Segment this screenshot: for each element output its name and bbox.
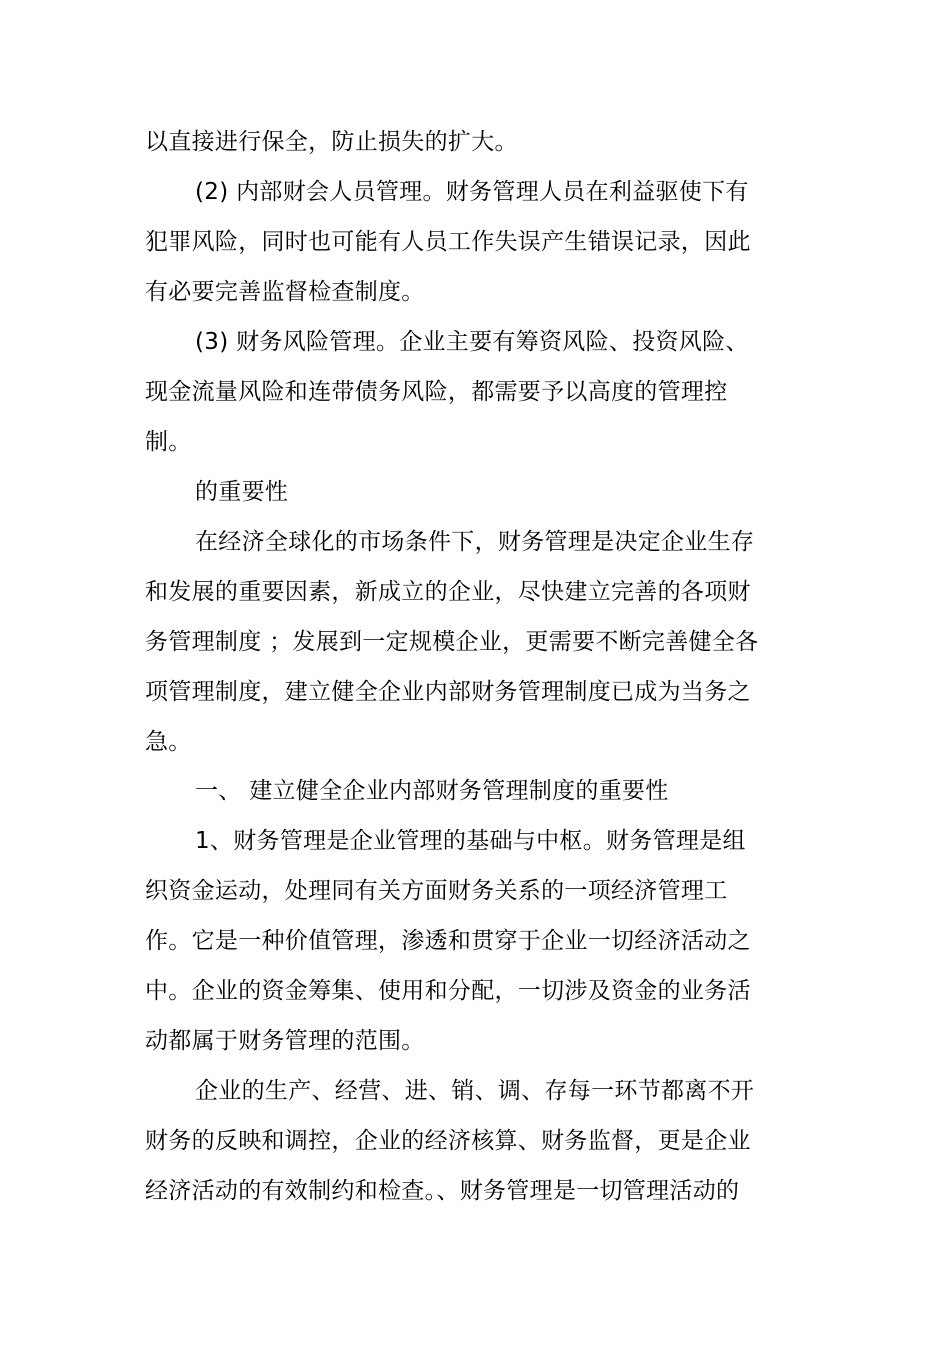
section-heading: 的重要性 bbox=[195, 479, 289, 505]
text-line: 中。企业的资金筹集、使用和分配，一切涉及资金的业务活 bbox=[145, 978, 751, 1004]
text-line: (2) 内部财会人员管理。财务管理人员在利益驱使下有 bbox=[195, 179, 749, 205]
text-line: 动都属于财务管理的范围。 bbox=[145, 1028, 425, 1054]
text-line: (3) 财务风险管理。企业主要有筹资风险、投资风险、 bbox=[195, 329, 749, 355]
text-line: 以直接进行保全，防止损失的扩大。 bbox=[145, 129, 518, 155]
text-line: 现金流量风险和连带债务风险，都需要予以高度的管理控 bbox=[145, 379, 728, 405]
text-line: 织资金运动，处理同有关方面财务关系的一项经济管理工 bbox=[145, 878, 728, 904]
text-line: 犯罪风险，同时也可能有人员工作失误产生错误记录，因此 bbox=[145, 229, 751, 255]
text-line: 急。 bbox=[145, 729, 192, 755]
text-line: 项管理制度，建立健全企业内部财务管理制度已成为当务之 bbox=[145, 679, 751, 705]
text-line: 和发展的重要因素，新成立的企业，尽快建立完善的各项财 bbox=[145, 579, 751, 605]
text-line: 财务的反映和调控，企业的经济核算、财务监督，更是企业 bbox=[145, 1128, 751, 1154]
text-line: 制。 bbox=[145, 429, 192, 455]
text-line: 务管理制度 ；发展到一定规模企业，更需要不断完善健全各 bbox=[145, 629, 759, 655]
section-heading: 一、 建立健全企业内部财务管理制度的重要性 bbox=[195, 778, 669, 804]
text-line: 企业的生产、经营、进、销、调、存每一环节都离不开 bbox=[195, 1078, 755, 1104]
text-line: 经济活动的有效制约和检查。、财务管理是一切管理活动的 bbox=[145, 1178, 740, 1204]
text-line: 有必要完善监督检查制度。 bbox=[145, 279, 425, 305]
text-line: 作。它是一种价值管理，渗透和贯穿于企业一切经济活动之 bbox=[145, 928, 751, 954]
text-line: 1、财务管理是企业管理的基础与中枢。财务管理是组 bbox=[195, 828, 746, 854]
text-line: 在经济全球化的市场条件下，财务管理是决定企业生存 bbox=[195, 529, 755, 555]
